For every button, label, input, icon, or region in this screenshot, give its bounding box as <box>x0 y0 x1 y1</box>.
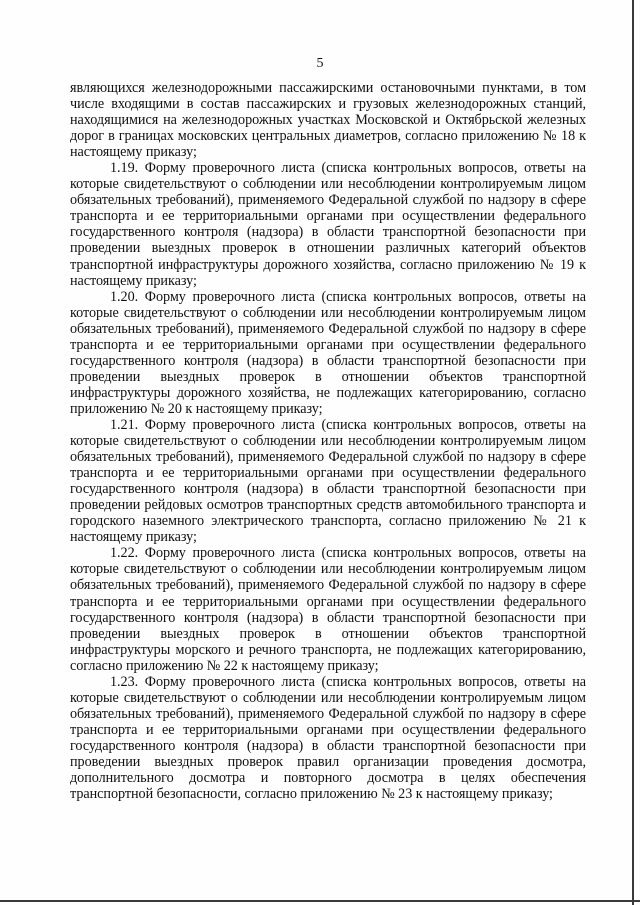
scan-edge-right <box>632 0 634 905</box>
paragraph-1-22: 1.22. Форму проверочного листа (списка контрольных вопросов, ответы на которые свидетельствуют о соблюдении или несоблюдении контролируемым лицом обязательных требований), применяемого Федеральной службой по надзору в сфере транспорта и ее территориальными органами при осуществлении федерального государственного контроля (надзора) в области транспортной безопасности при проведении выездных проверок в отношении объектов транспортной инфраструктуры морского и речного транспорта, не подлежащих категорированию, согласно приложению № 22 к настоящему приказу; <box>70 545 586 674</box>
page-number: 5 <box>316 56 324 71</box>
paragraph-continuation: являющихся железнодорожными пассажирскими остановочными пунктами, в том числе входящими в состав пассажирских и грузовых железнодорожных станций, находящимися на железнодорожных участках Московской и Октябрьской железных дорог в границах московских центральных диаметров, согласно приложению № 18 к настоящему приказу; <box>70 80 586 161</box>
paragraph-1-23: 1.23. Форму проверочного листа (списка контрольных вопросов, ответы на которые свидетельствуют о соблюдении или несоблюдении контролируемым лицом обязательных требований), применяемого Федеральной службой по надзору в сфере транспорта и ее территориальными органами при осуществлении федерального государственного контроля (надзора) в области транспортной безопасности при проведении выездных проверок правил организации проведения досмотра, дополнительного досмотра и повторного досмотра в целях обеспечения транспортной безопасности, согласно приложению № 23 к настоящему приказу; <box>70 673 586 803</box>
paragraph-1-19: 1.19. Форму проверочного листа (списка контрольных вопросов, ответы на которые свидетельствуют о соблюдении или несоблюдении контролируемым лицом обязательных требований), применяемого Федеральной службой по надзору в сфере транспорта и ее территориальными органами при осуществлении федерального государственного контроля (надзора) в области транспортной безопасности при проведении выездных проверок в отношении различных категорий объектов транспортной инфраструктуры дорожного хозяйства, согласно приложению № 19 к настоящему приказу; <box>70 160 586 289</box>
scan-edge-bottom <box>0 900 640 902</box>
paragraph-1-21: 1.21. Форму проверочного листа (списка контрольных вопросов, ответы на которые свидетельствуют о соблюдении или несоблюдении контролируемым лицом обязательных требований), применяемого Федеральной службой по надзору в сфере транспорта и ее территориальными органами при осуществлении федерального государственного контроля (надзора) в области транспортной безопасности при проведении рейдовых осмотров транспортных средств автомобильного транспорта и городского наземного электрического транспорта, согласно приложению № 21 к настоящему приказу; <box>70 416 586 546</box>
paragraph-1-20: 1.20. Форму проверочного листа (списка контрольных вопросов, ответы на которые свидетельствуют о соблюдении или несоблюдении контролируемым лицом обязательных требований), применяемого Федеральной службой по надзору в сфере транспорта и ее территориальными органами при осуществлении федерального государственного контроля (надзора) в области транспортной безопасности при проведении выездных проверок в отношении объектов транспортной инфраструктуры дорожного хозяйства, не подлежащих категорированию, согласно приложению № 20 к настоящему приказу; <box>70 288 586 417</box>
document-body <box>70 80 586 802</box>
